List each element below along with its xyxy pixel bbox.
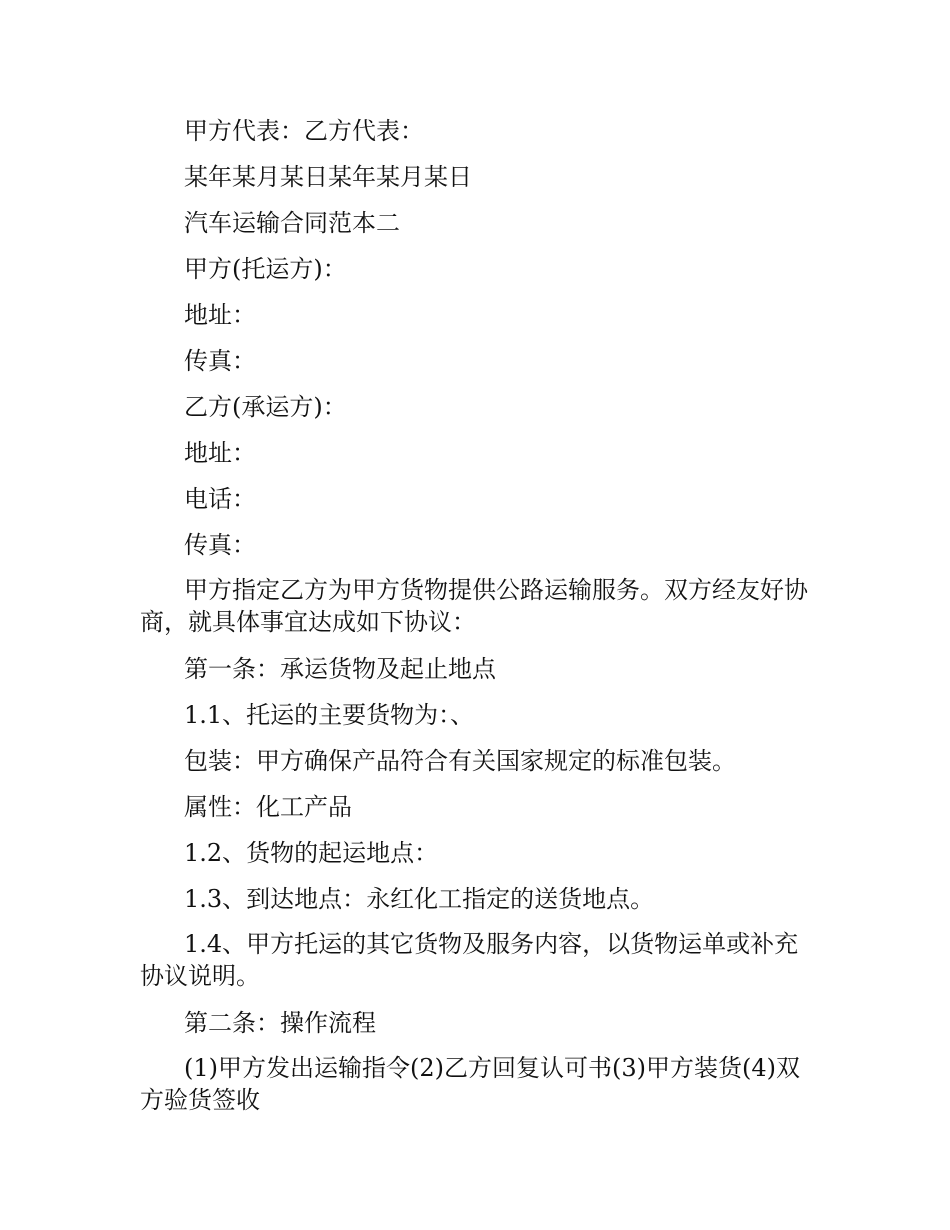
paragraph-clause-1-3: 1.3、到达地点：永红化工指定的送货地点。 [184, 885, 655, 913]
paragraph-clause-1-4: 1.4、甲方托运的其它货物及服务内容，以货物运单或补充协议说明。 [140, 930, 799, 990]
paragraph-representatives: 甲方代表：乙方代表： [184, 117, 424, 145]
paragraph-party-b-address: 地址： [184, 439, 256, 467]
paragraph-article-1-heading: 第一条：承运货物及起止地点 [184, 655, 496, 683]
paragraph-preamble: 甲方指定乙方为甲方货物提供公路运输服务。双方经友好协商，就具体事宜达成如下协议： [140, 576, 808, 636]
paragraph-article-2-heading: 第二条：操作流程 [184, 1009, 376, 1037]
paragraph-party-a-address: 地址： [184, 301, 256, 329]
paragraph-dates: 某年某月某日某年某月某日 [184, 163, 472, 191]
paragraph-contract-title: 汽车运输合同范本二 [184, 209, 400, 237]
paragraph-party-b-fax: 传真： [184, 531, 256, 559]
document-body [140, 108, 810, 1124]
paragraph-attribute: 属性：化工产品 [184, 793, 352, 821]
paragraph-party-b: 乙方(承运方)： [184, 393, 347, 421]
paragraph-clause-1-1: 1.1、托运的主要货物为：、 [184, 701, 475, 729]
paragraph-clause-1-2: 1.2、货物的起运地点： [184, 839, 439, 867]
paragraph-packaging: 包装：甲方确保产品符合有关国家规定的标准包装。 [184, 747, 736, 775]
paragraph-party-b-phone: 电话： [184, 485, 256, 513]
paragraph-process-steps: (1)甲方发出运输指令(2)乙方回复认可书(3)甲方装货(4)双方验货签收 [140, 1054, 800, 1114]
paragraph-party-a: 甲方(托运方)： [184, 255, 347, 283]
paragraph-party-a-fax: 传真： [184, 347, 256, 375]
